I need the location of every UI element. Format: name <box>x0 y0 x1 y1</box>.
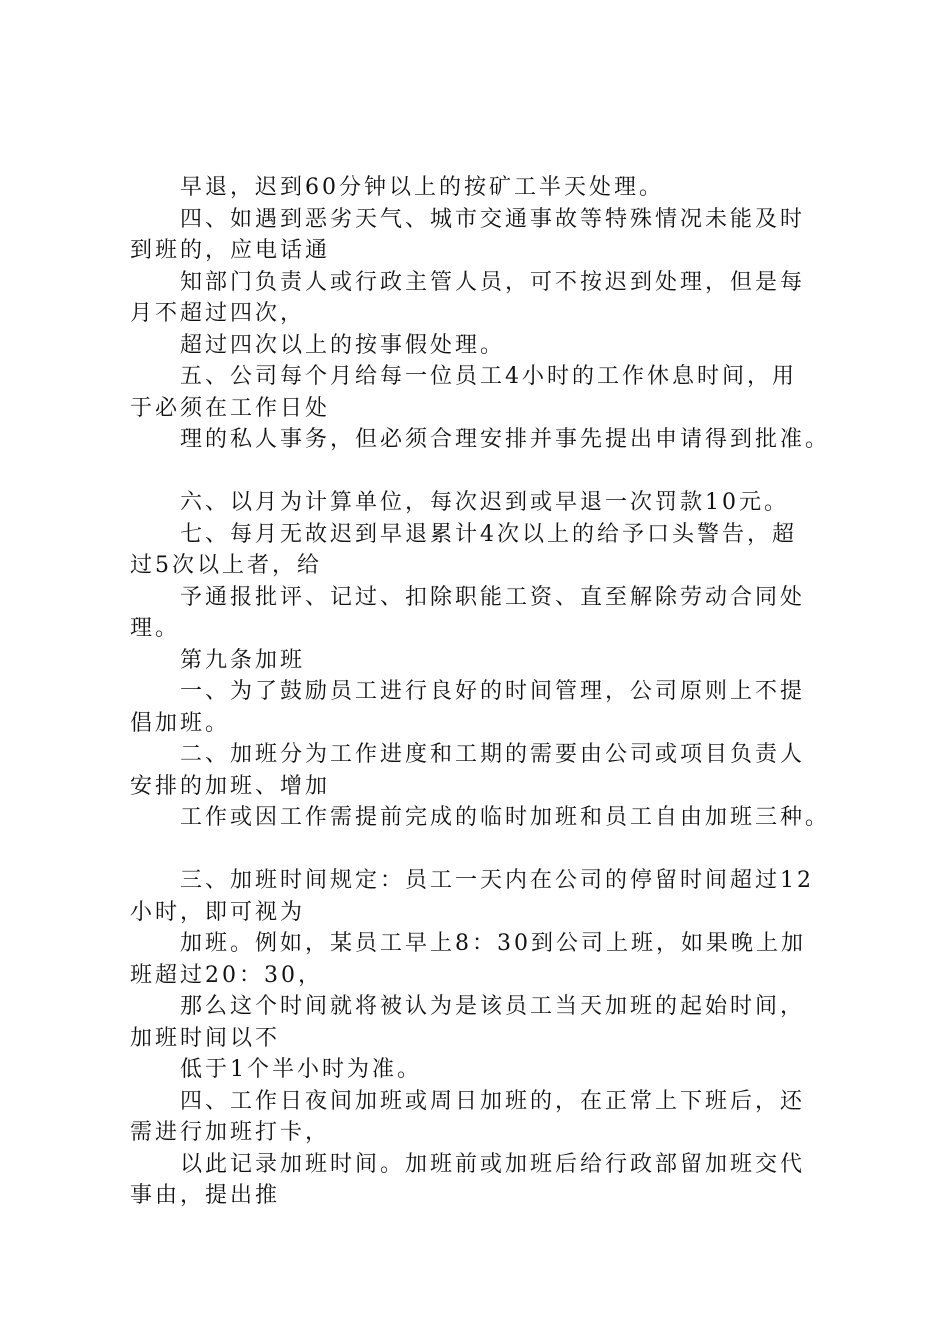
text-line: 班超过20：30， <box>130 962 323 988</box>
text-line: 那么这个时间就将被认为是该员工当天加班的起始时间， <box>180 994 806 1019</box>
text-line: 四、工作日夜间加班或周日加班的，在正常上下班后，还 <box>180 1088 806 1114</box>
text-line: 早退，迟到60分钟以上的按矿工半天处理。 <box>180 175 664 200</box>
text-line: 超过四次以上的按事假处理。 <box>180 332 506 358</box>
text-line: 加班。例如，某员工早上8：30到公司上班，如果晚上加 <box>180 931 806 956</box>
text-line: 知部门负责人或行政主管人员，可不按迟到处理，但是每 <box>180 269 806 295</box>
text-line: 月不超过四次， <box>130 301 306 326</box>
text-line: 到班的，应电话通 <box>130 238 331 263</box>
text-line: 一、为了鼓励员工进行良好的时间管理，公司原则上不提 <box>180 679 806 704</box>
section-heading: 第九条加班 <box>180 647 306 673</box>
text-line: 需进行加班打卡， <box>130 1120 331 1145</box>
text-line: 理的私人事务，但必须合理安排并事先提出申请得到批准。 <box>180 427 831 452</box>
text-line: 六、以月为计算单位，每次迟到或早退一次罚款10元。 <box>180 490 789 515</box>
text-line: 予通报批评、记过、扣除职能工资、直至解除劳动合同处 <box>180 584 806 610</box>
text-line: 于必须在工作日处 <box>130 395 331 421</box>
text-line: 安排的加班、增加 <box>130 773 331 799</box>
text-line: 以此记录加班时间。加班前或加班后给行政部留加班交代 <box>180 1151 806 1177</box>
text-line: 过5次以上者，给 <box>130 553 322 578</box>
text-line: 理。 <box>130 616 181 641</box>
text-line: 五、公司每个月给每一位员工4小时的工作休息时间，用 <box>180 364 797 389</box>
text-line: 三、加班时间规定：员工一天内在公司的停留时间超过12 <box>180 868 814 893</box>
paragraph-gap <box>130 456 850 488</box>
text-line: 四、如遇到恶劣天气、城市交通事故等特殊情况未能及时 <box>180 206 806 232</box>
text-line: 加班时间以不 <box>130 1025 281 1051</box>
text-line: 低于1个半小时为准。 <box>180 1057 422 1082</box>
text-line: 七、每月无故迟到早退累计4次以上的给予口头警告，超 <box>180 521 797 547</box>
document-body <box>130 172 850 1212</box>
text-line: 事由，提出推 <box>130 1183 281 1208</box>
text-line: 小时，即可视为 <box>130 899 306 925</box>
text-line: 二、加班分为工作进度和工期的需要由公司或项目负责人 <box>180 742 806 767</box>
paragraph-gap <box>130 834 850 866</box>
text-line: 倡加班。 <box>130 710 231 736</box>
text-line: 工作或因工作需提前完成的临时加班和员工自由加班三种。 <box>180 805 831 830</box>
